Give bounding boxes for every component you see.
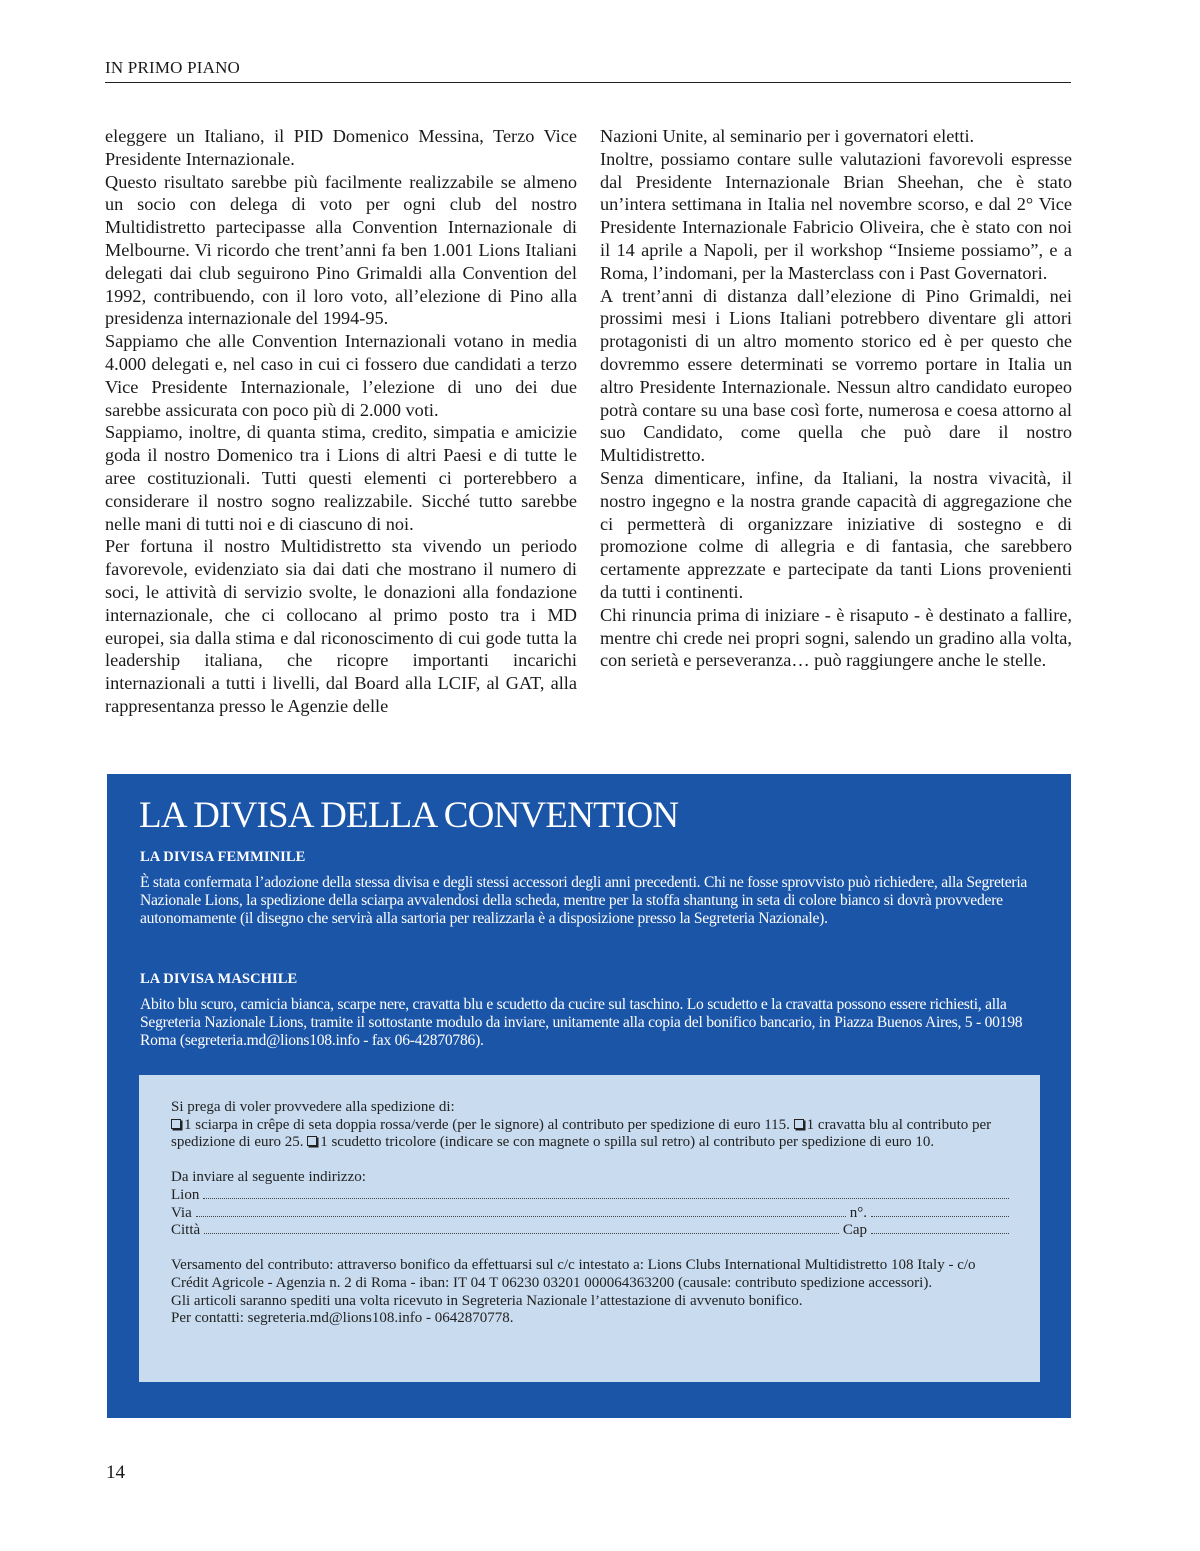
article-paragraph: Chi rinuncia prima di iniziare - è risaputo - è destinato a fallire, mentre chi crede nei propri sogni, salendo un gradino alla volta, con serietà e perseveranza… può raggiungere anche le stelle. xyxy=(600,604,1072,671)
order-form-content xyxy=(171,1099,1013,1328)
city-field[interactable] xyxy=(204,1233,839,1234)
article-paragraph: Sappiamo, inoltre, di quanta stima, credito, simpatia e amicizie goda il nostro Domenico tra i Lions di altri Paesi e di tutte le aree costituzionali. Tutti questi elementi ci porterebbero a considerare il nostro sogno realizzabile. Sicché tutto sarebbe nelle mani di tutti noi e di ciascuno di noi. xyxy=(105,422,577,534)
box-title: LA DIVISA DELLA CONVENTION xyxy=(139,795,679,836)
article-right-column xyxy=(600,125,1072,672)
article-paragraph: A trent’anni di distanza dall’elezione di Pino Grimaldi, nei prossimi mesi i Lions Italiani potrebbero diventare gli attori protagonisti di un altro momento storico ed è per questo che dovremmo essere determinati se vorremo portare in Italia un altro Presidente Internazionale. Nessun altro candidato europeo potrà contare su una base così forte, numerosa e coesa attorno al suo Candidato, come quella che può dare il nostro Multidistretto. xyxy=(600,285,1072,466)
cap-label: Cap xyxy=(842,1222,867,1239)
article-left-column xyxy=(105,125,577,718)
cap-field[interactable] xyxy=(871,1233,1009,1234)
form-intro: Si prega di voler provvedere alla spedizione di: xyxy=(171,1099,455,1115)
contacts: Per contatti: segreteria.md@lions108.info - 0642870778. xyxy=(171,1310,514,1327)
male-uniform-text: Abito blu scuro, camicia bianca, scarpe nere, cravatta blu e scudetto da cucire sul taschino. Lo scudetto e la cravatta possono essere richiesti, alla Segreteria Nazionale Lions, tramite il sottostante modulo da inviare, unitamente alla copia del bonifico bancario, in Piazza Buenos Aires, 5 - 00198 Roma (segreteria.md@lions108.info - fax 06-42870786). xyxy=(140,996,1023,1049)
checkbox-scarf[interactable] xyxy=(171,1119,181,1129)
number-label: n°. xyxy=(849,1204,867,1221)
payment-instructions: Versamento del contributo: attraverso bonifico da effettuarsi sul c/c intestato a: Lions Clubs International Multidistretto 108 Italy - c/o Crédit Agricole - Agenzia n. 2 di Roma - iban: IT 04 T 06230 03201 000064363200 (causale: contributo spedizione accessori). xyxy=(171,1257,976,1291)
form-item-badge: 1 scudetto tricolore (indicare se con magnete o spilla sul retro) al contributo per spedizione di euro 10. xyxy=(320,1134,935,1151)
convention-uniform-box xyxy=(107,774,1071,1418)
article-paragraph: Questo risultato sarebbe più facilmente realizzabile se almeno un socio con delega di voto per ogni club del nostro Multidistretto partecipasse alla Convention Internazionale di Melbourne. Vi ricordo che trent’anni fa ben 1.001 Lions Italiani delegati dai club seguirono Pino Grimaldi alla Convention del 1992, contribuendo, con il loro voto, all’elezione di Pino alla presidenza internazionale del 1994-95. xyxy=(105,171,577,329)
checkbox-tie[interactable] xyxy=(794,1119,804,1129)
male-uniform-heading: LA DIVISA MASCHILE xyxy=(140,971,298,987)
form-items xyxy=(171,1117,1013,1152)
form-item-scarf: 1 sciarpa in crêpe di seta doppia rossa/verde (per le signore) al contributo per spedizione di euro 115. xyxy=(184,1116,790,1133)
address-intro: Da inviare al seguente indirizzo: xyxy=(171,1169,366,1186)
header-rule xyxy=(105,82,1071,83)
shipping-note: Gli articoli saranno spediti una volta ricevuto in Segreteria Nazionale l’attestazione di avvenuto bonifico. xyxy=(171,1292,803,1309)
number-field[interactable] xyxy=(871,1216,1009,1217)
via-field-row xyxy=(171,1205,1013,1223)
via-field[interactable] xyxy=(196,1216,846,1217)
city-field-row xyxy=(171,1222,1013,1240)
via-label: Via xyxy=(171,1204,192,1221)
lion-label: Lion xyxy=(171,1186,200,1203)
female-uniform-text: È stata confermata l’adozione della stessa divisa e degli stessi accessori degli anni precedenti. Chi ne fosse sprovvisto può richiedere, alla Segreteria Nazionale Lions, la spedizione della sciarpa avvalendosi della scheda, mentre per la stoffa shantung in seta di colore bianco si dovrà provvedere autonomamente (il disegno che servirà alla sartoria per realizzarla è a disposizione presso la Segreteria Nazionale). xyxy=(140,874,1028,927)
article-paragraph: Sappiamo che alle Convention Internazionali votano in media 4.000 delegati e, nel caso in cui ci fossero due candidati a terzo Vice Presidente Internazionale, l’elezione di uno dei due sarebbe assicurata con poco più di 2.000 voti. xyxy=(105,331,577,420)
article-paragraph: Senza dimenticare, infine, da Italiani, la nostra vivacità, il nostro ingegno e la nostra grande capacità di aggregazione che ci permetterà di organizzare iniziative di sostegno e di promozione colme di allegria e di fantasia, che sarebbero certamente apprezzate e partecipate da tanti Lions provenienti da tutti i continenti. xyxy=(600,467,1072,602)
article-paragraph: Per fortuna il nostro Multidistretto sta vivendo un periodo favorevole, evidenziato sia dai dati che mostrano il numero di soci, le attività di servizio svolte, le donazioni alla fondazione internazionale, che ci collocano al primo posto tra i MD europei, sia dalla stima e dal riconoscimento di cui gode tutta la leadership italiana, che ricopre importanti incarichi internazionali a tutti i livelli, dal Board alla LCIF, al GAT, alla rappresentanza presso le Agenzie delle xyxy=(105,536,577,716)
female-uniform-heading: LA DIVISA FEMMINILE xyxy=(140,849,306,865)
city-label: Città xyxy=(171,1222,201,1239)
article-paragraph: Nazioni Unite, al seminario per i governatori eletti. xyxy=(600,126,975,146)
order-form xyxy=(139,1075,1040,1382)
lion-field[interactable] xyxy=(203,1198,1009,1199)
article-paragraph: eleggere un Italiano, il PID Domenico Messina, Terzo Vice Presidente Internazionale. xyxy=(105,126,577,169)
article-paragraph: Inoltre, possiamo contare sulle valutazioni favorevoli espresse dal Presidente Internazionale Brian Sheehan, che è stato un’intera settimana in Italia nel novembre scorso, e dal 2° Vice Presidente Internazionale Fabricio Oliveira, che è stato con noi il 14 aprile a Napoli, per il workshop “Insieme possiamo”, e a Roma, l’indomani, per la Masterclass con i Past Governatori. xyxy=(600,148,1072,283)
form-item-tie: 1 cravatta blu al contributo per spedizione di euro 25. xyxy=(171,1116,992,1151)
checkbox-badge[interactable] xyxy=(307,1136,317,1146)
page-number: 14 xyxy=(106,1462,125,1483)
section-label: IN PRIMO PIANO xyxy=(105,58,241,77)
lion-field-row xyxy=(171,1187,1013,1205)
